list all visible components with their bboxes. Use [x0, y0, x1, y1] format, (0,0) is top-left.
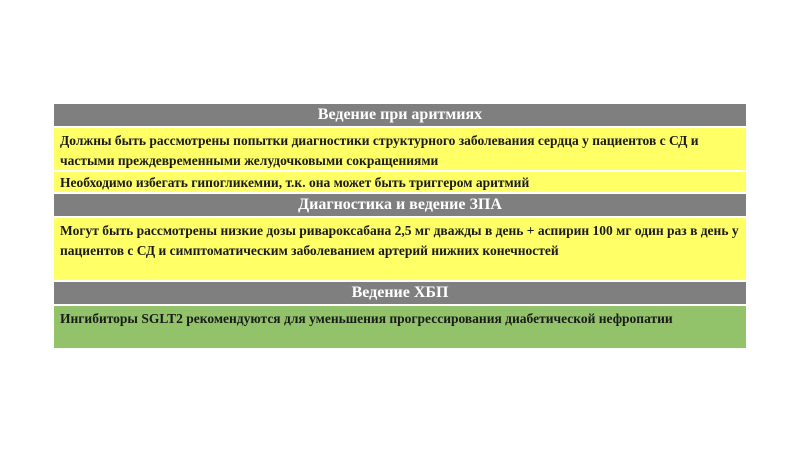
recommendation-row: Ингибиторы SGLT2 рекомендуются для уменьшения прогрессирования диабетической нефропатии	[54, 306, 746, 348]
section-header-arrhythmia: Ведение при аритмиях	[54, 104, 746, 128]
section-header-ckd: Ведение ХБП	[54, 282, 746, 306]
recommendation-row: Могут быть рассмотрены низкие дозы ривароксабана 2,5 мг дважды в день + аспирин 100 мг один раз в день у пациентов с СД и симптоматическим заболеванием артерий нижних конечностей	[54, 218, 746, 282]
recommendation-row: Должны быть рассмотрены попытки диагностики структурного заболевания сердца у пациентов с СД и частыми преждевременными желудочковыми сокращениями	[54, 128, 746, 172]
section-header-pad: Диагностика и ведение ЗПА	[54, 194, 746, 218]
recommendation-row: Необходимо избегать гипогликемии, т.к. она может быть триггером аритмий	[54, 172, 746, 194]
recommendations-table	[54, 104, 746, 348]
